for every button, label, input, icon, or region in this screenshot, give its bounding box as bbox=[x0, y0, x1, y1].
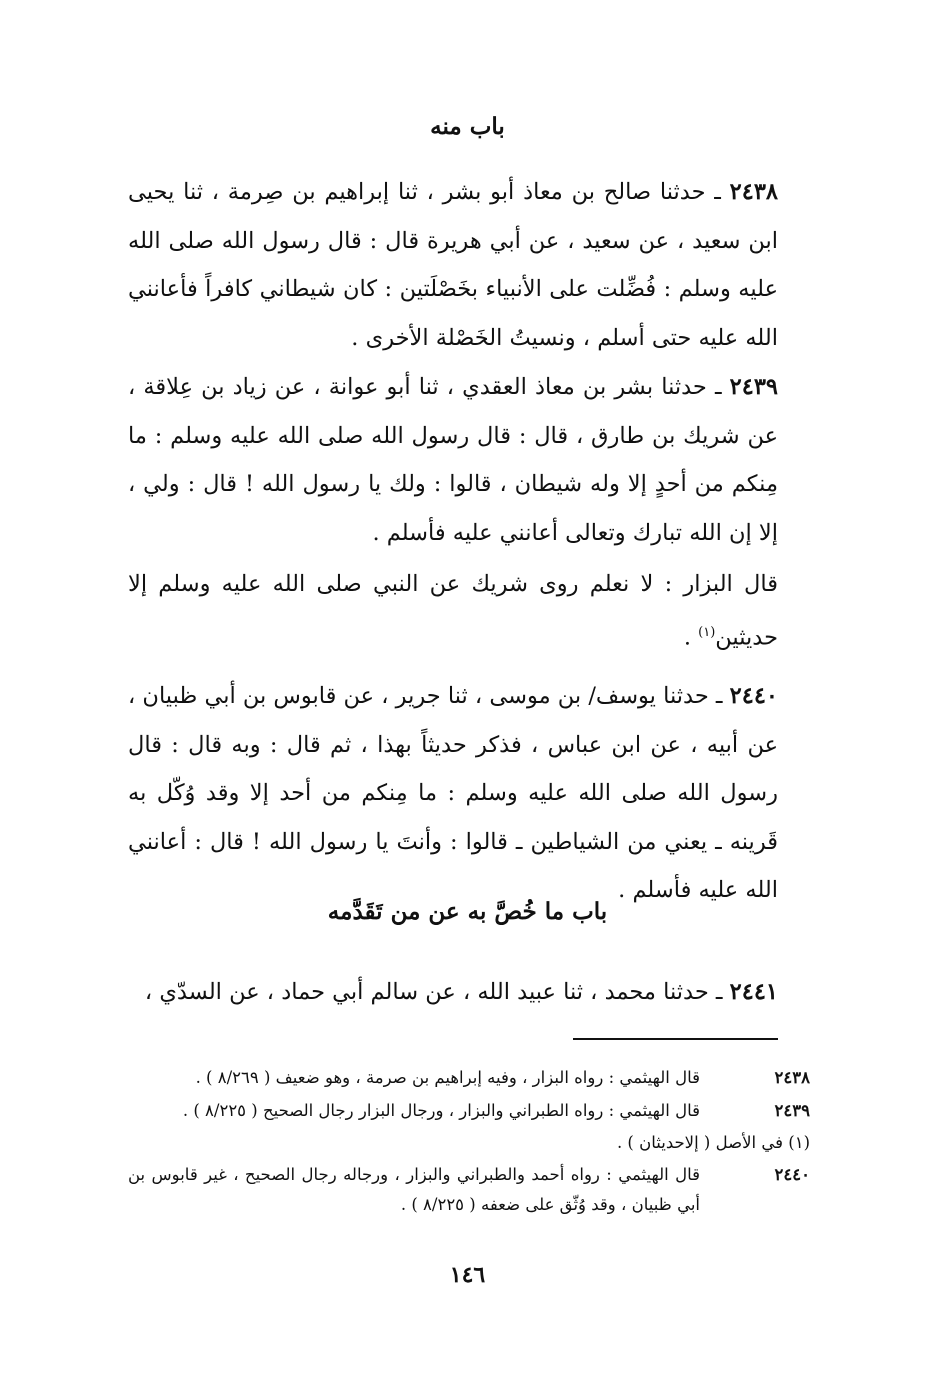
hadith-text: ـ حدثنا محمد ، ثنا عبيد الله ، عن سالم أبي حماد ، عن السدّي ، bbox=[144, 979, 723, 1005]
footnote-2438 bbox=[128, 1063, 810, 1093]
hadith-2438 bbox=[128, 168, 778, 362]
hadith-2439 bbox=[128, 363, 778, 557]
footnote-text: في الأصل ( إلاحديثان ) . bbox=[616, 1133, 783, 1152]
section-heading-1: باب منه bbox=[430, 113, 505, 140]
bazzar-note-end: . bbox=[683, 624, 699, 650]
footnote-separator bbox=[573, 1038, 778, 1040]
footnote-number: ٢٤٤٠ bbox=[774, 1165, 810, 1184]
hadith-text: ـ حدثنا بشر بن معاذ العقدي ، ثنا أبو عوانة ، عن زياد بن عِلاقة ، عن شريك بن طارق ، قال : قال رسول الله صلى الله عليه وسلم : ما مِنكم من أحدٍ إلا وله شيطان ، قالوا : ولك يا رسول الله ! قال : ولي ، إلا إن الله تبارك وتعالى أعانني عليه فأسلم . bbox=[128, 374, 778, 546]
bazzar-note bbox=[128, 560, 778, 662]
footnote-number: ٢٤٣٩ bbox=[774, 1101, 810, 1120]
footnote-text: قال الهيثمي : رواه أحمد والطبراني والبزار ، ورجاله رجال الصحيح ، غير قابوس بن أبي ظبيان ، وقد وُثّق على ضعفه ( ٨/٢٢٥ ) . bbox=[128, 1165, 700, 1214]
hadith-number: ٢٤٣٨ bbox=[729, 179, 779, 205]
footnote-text: قال الهيثمي : رواه البزار ، وفيه إبراهيم بن صرمة ، وهو ضعيف ( ٨/٢٦٩ ) . bbox=[195, 1068, 700, 1087]
footnote-ref: (١) bbox=[698, 624, 716, 640]
page-number: ١٤٦ bbox=[449, 1262, 486, 1288]
hadith-2440 bbox=[128, 672, 778, 915]
footnote-number: ٢٤٣٨ bbox=[774, 1068, 810, 1087]
footnote-2440 bbox=[128, 1160, 810, 1220]
hadith-number: ٢٤٤٠ bbox=[729, 683, 778, 709]
footnote-text: قال الهيثمي : رواه الطبراني والبزار ، ورجال البزار رجال الصحيح ( ٨/٢٢٥ ) . bbox=[182, 1101, 700, 1120]
footnote-1 bbox=[128, 1128, 810, 1158]
hadith-2441 bbox=[128, 968, 778, 1017]
hadith-number: ٢٤٤١ bbox=[729, 979, 778, 1005]
footnote-number: (١) bbox=[788, 1133, 810, 1152]
hadith-text: ـ حدثنا يوسف/ بن موسى ، ثنا جرير ، عن قابوس بن أبي ظبيان ، عن أبيه ، عن ابن عباس ، فذكر حديثاً بهذا ، ثم قال : وبه قال : قال رسول الله صلى الله عليه وسلم : ما مِنكم من أحد إلا وقد وُكّل به قَرينه ـ يعني من الشياطين ـ قالوا : وأنتَ يا رسول الله ! قال : أعانني الله عليه فأسلم . bbox=[128, 683, 778, 903]
footnote-2439 bbox=[128, 1096, 810, 1126]
hadith-text: ـ حدثنا صالح بن معاذ أبو بشر ، ثنا إبراهيم بن صِرمة ، ثنا يحيى ابن سعيد ، عن سعيد ، عن أبي هريرة قال : قال رسول الله صلى الله عليه وسلم : فُضِّلت على الأنبياء بخَصْلَتين : كان شيطاني كافراً فأعانني الله عليه حتى أسلم ، ونسيتُ الخَصْلة الأخرى . bbox=[128, 179, 778, 351]
hadith-number: ٢٤٣٩ bbox=[729, 374, 778, 400]
bazzar-note-text: قال البزار : لا نعلم روى شريك عن النبي صلى الله عليه وسلم إلا حديثين bbox=[128, 571, 778, 650]
section-heading-2: باب ما خُصَّ به عن من تَقَدَّمه bbox=[327, 898, 608, 925]
